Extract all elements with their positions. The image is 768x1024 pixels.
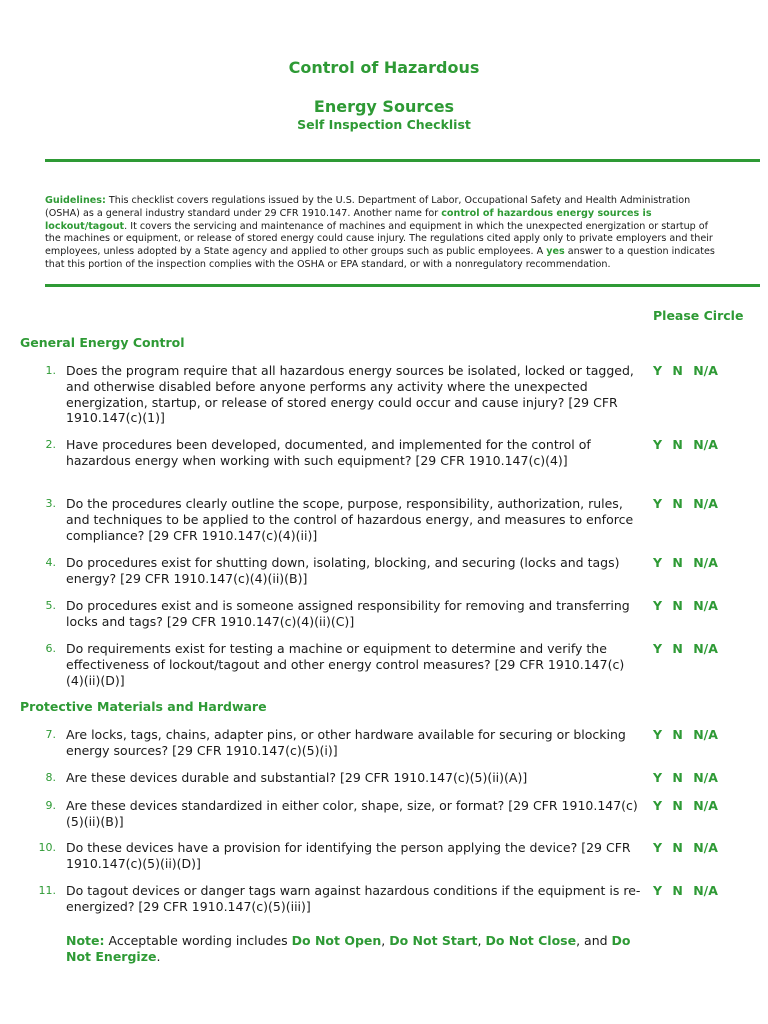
item-question: Have procedures been developed, documented, and implemented for the control of hazardous energy when working with such equipment? [29 CFR 1910.147(c)(4)] [66, 437, 591, 468]
top-divider [45, 159, 760, 162]
note-wording-4: Do Not Energize [66, 933, 631, 964]
guidelines-text: Guidelines: This checklist covers regulations issued by the U.S. Department of Labor, Occupational Safety and Health Administration (OSHA) as a general industry standard under 29 CFR 1910.147. Another name for control of hazardous energy sources is lockout/tagout. It covers the servicing and maintenance of machines and equipment in which the unexpected energization or startup of the machines or equipment, or release of stored energy could cause injury. The regulations cited apply only to private employers and their employees, unless adopted by a State agency and applied to other groups such as public employees. A yes answer to a question indicates that this portion of the inspection complies with the OSHA or EPA standard, or with a nonregulatory recommendation. [45, 195, 715, 270]
answer-options[interactable]: Y N N/A [653, 770, 718, 785]
item-number: 5. [45, 599, 56, 612]
answer-options[interactable]: Y N N/A [653, 727, 718, 742]
answer-options[interactable]: Y N N/A [653, 363, 718, 378]
item-number: 6. [45, 642, 56, 655]
guidelines-highlight: control of hazardous energy sources is lockout/tagout [45, 207, 652, 232]
item-question: Do procedures exist and is someone assigned responsibility for removing and transferring locks and tags? [29 CFR 1910.147(c)(4)(ii)(C)] [66, 598, 630, 629]
subtitle: Self Inspection Checklist [297, 117, 471, 132]
note-label: Note: [66, 933, 105, 948]
item-number: 1. [45, 364, 56, 377]
item-number: 10. [38, 841, 56, 854]
item-number: 7. [45, 728, 56, 741]
item-question: Do the procedures clearly outline the scope, purpose, responsibility, authorization, rules, and techniques to be applied to the control of hazardous energy, and measures to enforce compliance? [29 CFR 1910.147(c)(4)(ii)] [66, 496, 634, 543]
item-question: Do these devices have a provision for identifying the person applying the device? [29 CFR 1910.147(c)(5)(ii)(D)] [66, 840, 631, 871]
guidelines-yes: yes [546, 246, 565, 258]
item-number: 4. [45, 556, 56, 569]
item-number: 9. [45, 799, 56, 812]
answer-options[interactable]: Y N N/A [653, 641, 718, 656]
section-heading-general-energy-control: General Energy Control [20, 335, 185, 350]
answer-options[interactable]: Y N N/A [653, 883, 718, 898]
item-question: Do requirements exist for testing a machine or equipment to determine and verify the effectiveness of lockout/tagout and other energy control measures? [29 CFR 1910.147(c)(4)(ii)(D)] [66, 641, 625, 688]
item-question: Do procedures exist for shutting down, isolating, blocking, and securing (locks and tags) energy? [29 CFR 1910.147(c)(4)(ii)(B)] [66, 555, 620, 586]
note-wording-2: Do Not Start [389, 933, 478, 948]
item-question: Are these devices standardized in either color, shape, size, or format? [29 CFR 1910.147(c)(5)(ii)(B)] [66, 798, 638, 829]
item-question: Are locks, tags, chains, adapter pins, or other hardware available for securing or blocking energy sources? [29 CFR 1910.147(c)(5)(i)] [66, 727, 626, 758]
note-text: Note: Acceptable wording includes Do Not Open, Do Not Start, Do Not Close, and Do Not Energize. [66, 933, 631, 964]
answer-options[interactable]: Y N N/A [653, 496, 718, 511]
answer-options[interactable]: Y N N/A [653, 840, 718, 855]
answer-options[interactable]: Y N N/A [653, 798, 718, 813]
title-line-2: Energy Sources [313, 97, 455, 116]
guidelines-divider [45, 284, 760, 287]
answer-options[interactable]: Y N N/A [653, 598, 718, 613]
item-number: 3. [45, 497, 56, 510]
answer-options[interactable]: Y N N/A [653, 437, 718, 452]
answer-options[interactable]: Y N N/A [653, 555, 718, 570]
item-number: 8. [45, 771, 56, 784]
section-heading-protective-materials: Protective Materials and Hardware [20, 699, 267, 714]
note-wording-1: Do Not Open [291, 933, 382, 948]
item-question: Do tagout devices or danger tags warn against hazardous conditions if the equipment is re-energized? [29 CFR 1910.147(c)(5)(iii)] [66, 883, 641, 914]
item-number: 11. [38, 884, 56, 897]
please-circle-label: Please Circle [653, 308, 744, 323]
item-question: Are these devices durable and substantial? [29 CFR 1910.147(c)(5)(ii)(A)] [66, 770, 528, 785]
guidelines-label: Guidelines: [45, 195, 106, 206]
title-line-1: Control of Hazardous [288, 58, 480, 77]
item-question: Does the program require that all hazardous energy sources be isolated, locked or tagged, and otherwise disabled before anyone performs any activity where the unexpected energization, startup, or release of stored energy could occur and cause injury? [29 CFR 1910.147(c)(1)] [66, 363, 634, 426]
note-wording-3: Do Not Close [485, 933, 577, 948]
item-number: 2. [45, 438, 56, 451]
